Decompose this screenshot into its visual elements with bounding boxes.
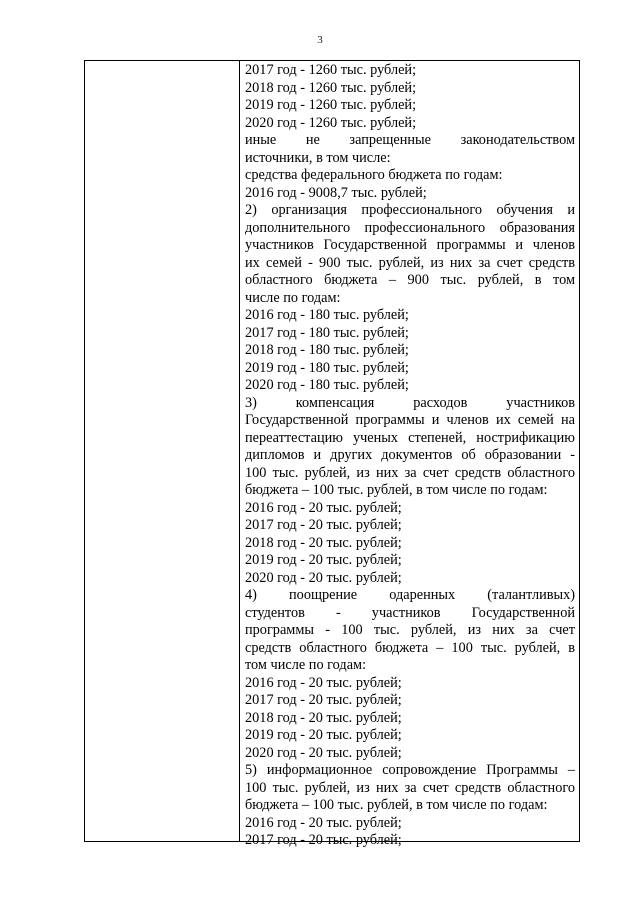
text-line: 2017 год - 180 тыс. рублей; <box>245 324 409 341</box>
text-line: переаттестацию ученых степеней, нострификацию <box>245 429 575 446</box>
text-line: 2019 год - 180 тыс. рублей; <box>245 359 409 376</box>
text-line: 2019 год - 20 тыс. рублей; <box>245 552 402 568</box>
text-line: их семей - 900 тыс. рублей, из них за счет средств <box>245 254 575 271</box>
text-line: иные не запрещенные законодательством <box>245 132 575 148</box>
text-line: 2016 год - 20 тыс. рублей; <box>245 674 402 691</box>
text-line: источники, в том числе: <box>245 149 391 166</box>
text-line: 2017 год - 1260 тыс. рублей; <box>245 62 417 78</box>
text-line: студентов - участников Государственной <box>245 604 575 621</box>
text-line: бюджета – 100 тыс. рублей, в том числе по годам: <box>245 797 548 813</box>
text-line: программы - 100 тыс. рублей, из них за счет <box>245 622 575 638</box>
text-line: 100 тыс. рублей, из них за счет средств областного <box>245 464 575 481</box>
text-line: 4) поощрение одаренных (талантливых) <box>245 587 575 603</box>
text-line: 2016 год - 20 тыс. рублей; <box>245 814 402 831</box>
text-line: 2020 год - 1260 тыс. рублей; <box>245 114 417 131</box>
text-line: средств областного бюджета – 100 тыс. рублей, в <box>245 639 575 656</box>
text-line: 3) компенсация расходов участников <box>245 394 575 411</box>
text-line: 2018 год - 20 тыс. рублей; <box>245 709 402 726</box>
text-line: 100 тыс. рублей, из них за счет средств областного <box>245 779 575 796</box>
text-line: числе по годам: <box>245 289 341 306</box>
text-line: 2016 год - 180 тыс. рублей; <box>245 307 409 323</box>
text-line: 2018 год - 20 тыс. рублей; <box>245 534 402 551</box>
text-line: 2018 год - 180 тыс. рублей; <box>245 342 409 358</box>
text-line: 2020 год - 20 тыс. рублей; <box>245 744 402 761</box>
text-line: 2018 год - 1260 тыс. рублей; <box>245 79 417 96</box>
text-line: 2017 год - 20 тыс. рублей; <box>245 832 402 848</box>
text-line: том числе по годам: <box>245 657 367 673</box>
text-line: бюджета – 100 тыс. рублей, в том числе по годам: <box>245 482 548 498</box>
text-line: 5) информационное сопровождение Программы – <box>245 762 575 778</box>
text-line: дополнительного профессионального образования <box>245 219 575 236</box>
document-table <box>84 60 580 848</box>
text-line: средства федерального бюджета по годам: <box>245 167 503 183</box>
text-line: 2020 год - 180 тыс. рублей; <box>245 377 409 393</box>
page-number: 3 <box>317 34 323 46</box>
text-line: 2) организация профессионального обучения и <box>245 202 575 218</box>
text-line: дипломов и других документов об образовании - <box>245 447 575 463</box>
text-line: областного бюджета – 900 тыс. рублей, в том <box>245 272 575 288</box>
text-line: 2020 год - 20 тыс. рублей; <box>245 569 402 586</box>
table-right-cell <box>240 61 579 848</box>
text-line: 2019 год - 20 тыс. рублей; <box>245 727 402 743</box>
text-line: Государственной программы и членов их семей на <box>245 412 575 428</box>
text-line: участников Государственной программы и членов <box>245 237 575 253</box>
table-left-cell <box>85 61 240 841</box>
text-line: 2017 год - 20 тыс. рублей; <box>245 517 402 533</box>
text-line: 2017 год - 20 тыс. рублей; <box>245 692 402 708</box>
text-line: 2019 год - 1260 тыс. рублей; <box>245 97 417 113</box>
text-line: 2016 год - 9008,7 тыс. рублей; <box>245 184 427 201</box>
text-line: 2016 год - 20 тыс. рублей; <box>245 499 402 516</box>
